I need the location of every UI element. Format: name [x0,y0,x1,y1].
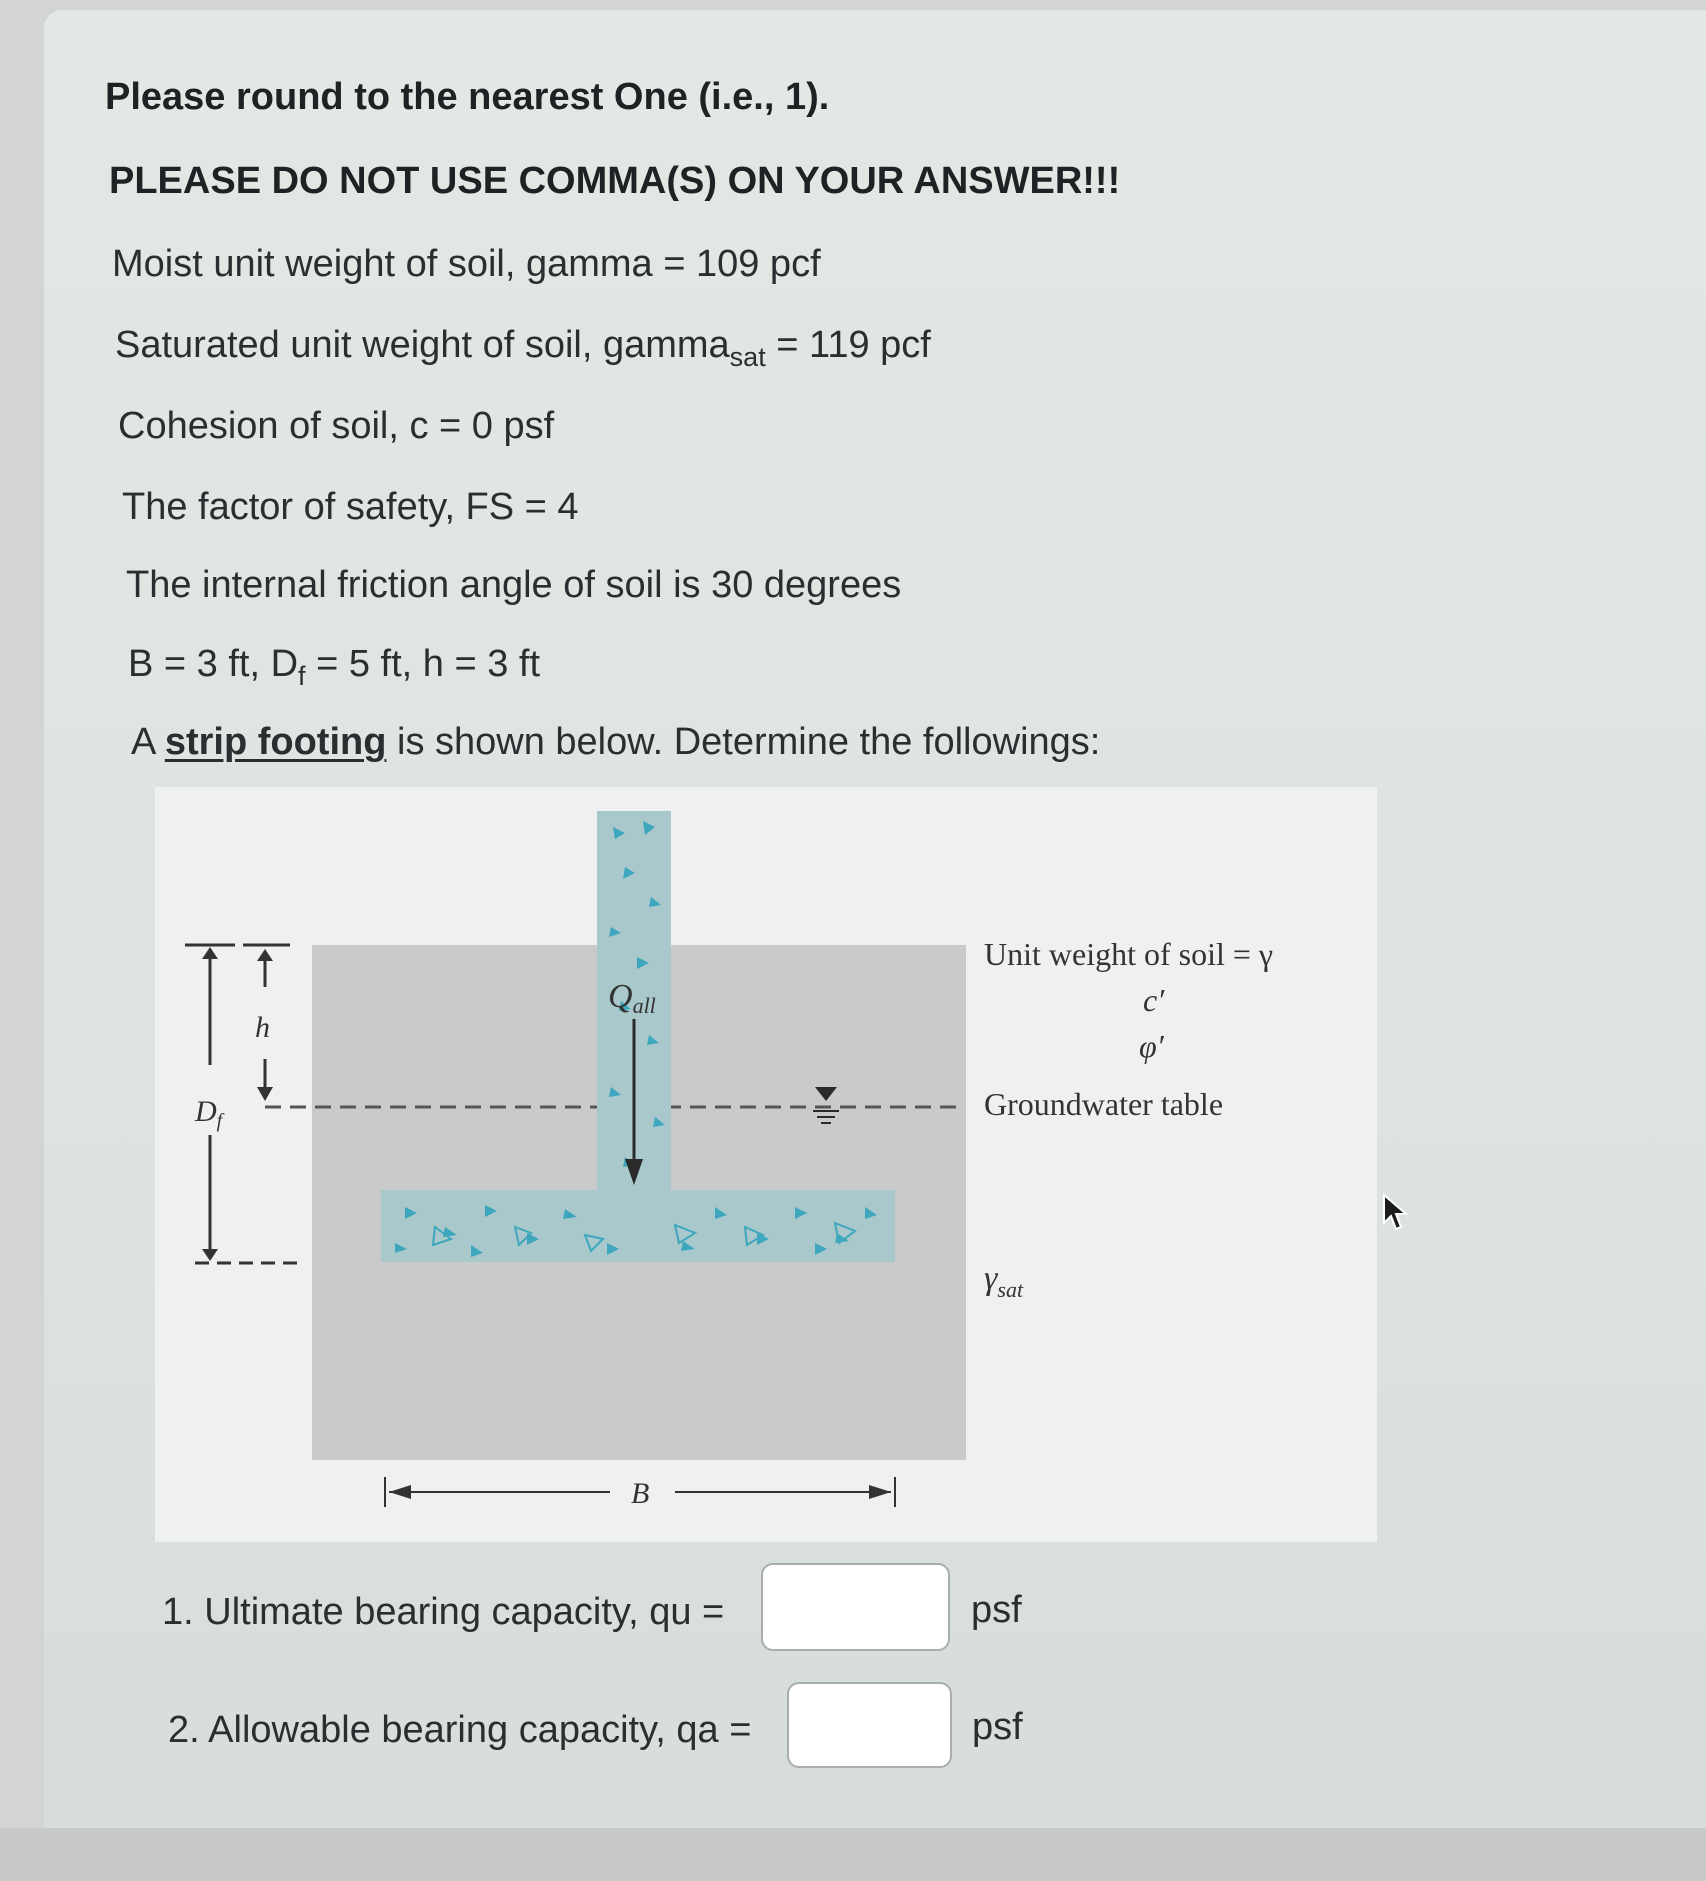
question-1-number: 1. [162,1591,194,1633]
dims-b: B = 3 ft, D [128,643,299,685]
factor-of-safety: The factor of safety, FS = 4 [122,486,579,528]
question-2-text: Allowable bearing capacity, qa = [208,1709,752,1751]
saturated-subscript: sat [729,342,766,372]
question-1-unit: psf [971,1589,1022,1631]
b-label: B [631,1477,650,1510]
figure-panel [155,787,1377,1542]
dims-rest: = 5 ft, h = 3 ft [305,643,541,685]
qa-answer-input[interactable] [787,1682,952,1768]
gamma-sat-label: $\gamma_{sat}$ [984,1260,1024,1302]
question-1-text: Ultimate bearing capacity, qu = [204,1591,725,1633]
question-1 [162,1591,724,1634]
phi-label: φ′ [1139,1028,1164,1064]
dims-subscript: f [298,661,306,691]
question-2-number: 2. [168,1709,200,1751]
screen-bezel [0,1828,1706,1881]
unit-weight-label: Unit weight of soil = γ [984,936,1274,972]
prompt-suffix: is shown below. Determine the followings: [386,721,1101,763]
round-instruction: Please round to the nearest One (i.e., 1). [105,76,830,118]
friction-angle: The internal friction angle of soil is 30 degrees [126,564,902,606]
mouse-pointer-icon [1382,1193,1412,1233]
cohesion: Cohesion of soil, c = 0 psf [118,405,555,447]
h-label: h [255,1011,270,1044]
groundwater-label: Groundwater table [984,1086,1224,1122]
strip-footing-link[interactable]: strip footing [164,721,387,763]
prompt-prefix: A [131,721,165,763]
question-2-unit: psf [972,1706,1023,1748]
prompt [131,721,1100,764]
saturated-unit-weight [115,324,931,372]
moist-unit-weight: Moist unit weight of soil, gamma = 109 pcf [112,243,821,285]
df-label: $D_f$ [195,1095,223,1132]
load-label: Qall [608,978,656,1018]
footing-dimensions [128,643,541,691]
strip-footing-diagram [155,787,1377,1542]
qu-answer-input[interactable] [761,1563,950,1651]
question-2 [168,1709,751,1752]
cohesion-label: c′ [1143,982,1165,1018]
saturated-label: Saturated unit weight of soil, gamma [115,324,730,366]
saturated-value: = 119 pcf [765,324,931,366]
comma-warning: PLEASE DO NOT USE COMMA(S) ON YOUR ANSWER!!! [109,160,1121,202]
